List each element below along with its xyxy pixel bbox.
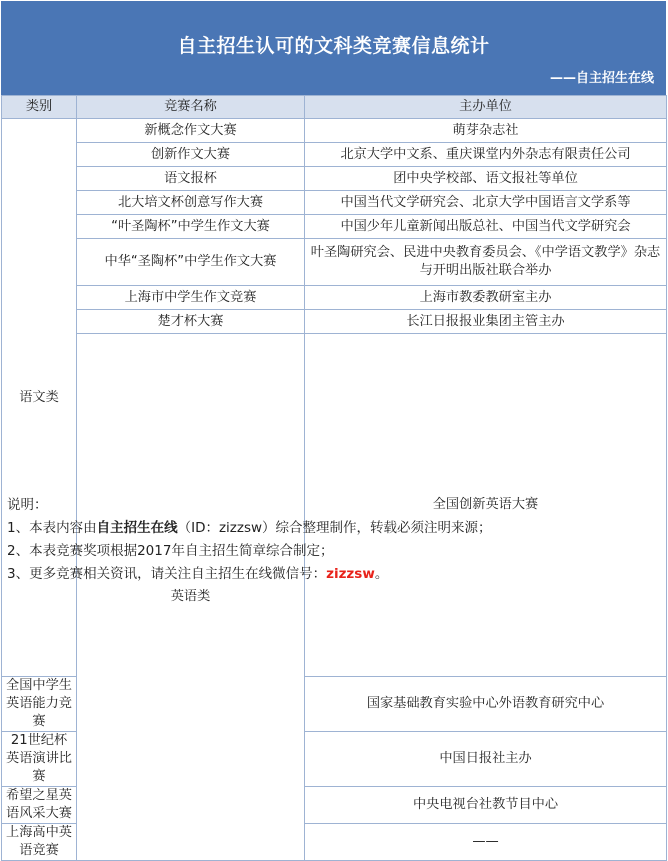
competition-name: 创新作文大赛 (77, 143, 305, 167)
note-line-1 (7, 517, 662, 540)
host-organization: 长江日报报业集团主管主办 (305, 310, 667, 334)
wechat-id: zizzsw (326, 566, 375, 582)
note-text: 3、更多竞赛相关资讯，请关注自主招生在线微信号： (7, 566, 327, 582)
competition-name: 21世纪杯英语演讲比赛 (2, 732, 77, 787)
table-row (2, 143, 667, 167)
notes-section (7, 494, 662, 586)
competition-name: 全国创新英语大赛 (305, 334, 667, 677)
competition-name: 楚才杯大赛 (77, 310, 305, 334)
host-organization: 中央电视台社教节目中心 (305, 787, 667, 824)
host-organization: 上海市教委教研室主办 (305, 286, 667, 310)
notes-heading: 说明： (7, 497, 48, 513)
competition-name: 上海高中英语竞赛 (2, 824, 77, 861)
note-line-2: 2、本表竞赛奖项根据2017年自主招生简章综合制定； (7, 543, 334, 559)
table-row (2, 286, 667, 310)
title-banner (1, 1, 666, 95)
table-row (2, 310, 667, 334)
competition-name: “叶圣陶杯”中学生作文大赛 (77, 215, 305, 239)
competition-name: 希望之星英语风采大赛 (2, 787, 77, 824)
host-organization: 中国当代文学研究会、北京大学中国语言文学系等 (305, 191, 667, 215)
host-organization: 团中央学校部、语文报社等单位 (305, 167, 667, 191)
header-host: 主办单位 (305, 96, 667, 119)
host-organization: —— (305, 824, 667, 861)
host-organization: 国家基础教育实验中心外语教育研究中心 (305, 677, 667, 732)
competition-name: 全国中学生英语能力竞赛 (2, 677, 77, 732)
table-header-row (2, 96, 667, 119)
host-organization: 中国少年儿童新闻出版总社、中国当代文学研究会 (305, 215, 667, 239)
table-row (2, 215, 667, 239)
competition-name: 中华“圣陶杯”中学生作文大赛 (77, 239, 305, 286)
note-text: 1、本表内容由 (7, 520, 97, 536)
note-text: （ID：zizzsw）综合整理制作，转载必须注明来源； (177, 520, 492, 536)
header-competition-name: 竞赛名称 (77, 96, 305, 119)
competition-table (1, 95, 667, 861)
note-line-3 (7, 563, 662, 586)
table-row (2, 191, 667, 215)
host-organization: 中国日报社主办 (305, 732, 667, 787)
competition-name: 北大培文杯创意写作大赛 (77, 191, 305, 215)
banner-title: 自主招生认可的文科类竞赛信息统计 (177, 35, 490, 57)
table-row (2, 167, 667, 191)
host-organization: 叶圣陶研究会、民进中央教育委员会、《中学语文教学》杂志与开明出版社联合举办 (305, 239, 667, 286)
category-cell-english: 英语类 (77, 334, 305, 861)
host-organization: 北京大学中文系、重庆课堂内外杂志有限责任公司 (305, 143, 667, 167)
table-row (2, 239, 667, 286)
competition-name: 语文报杯 (77, 167, 305, 191)
note-text: 。 (374, 566, 389, 582)
host-organization: 萌芽杂志社 (305, 119, 667, 143)
table-row (2, 119, 667, 143)
competition-name: 上海市中学生作文竞赛 (77, 286, 305, 310)
brand-name: 自主招生在线 (96, 520, 178, 536)
competition-name: 新概念作文大赛 (77, 119, 305, 143)
header-category: 类别 (2, 96, 77, 119)
banner-subtitle: ——自主招生在线 (549, 71, 654, 86)
category-cell-chinese: 语文类 (2, 119, 77, 677)
